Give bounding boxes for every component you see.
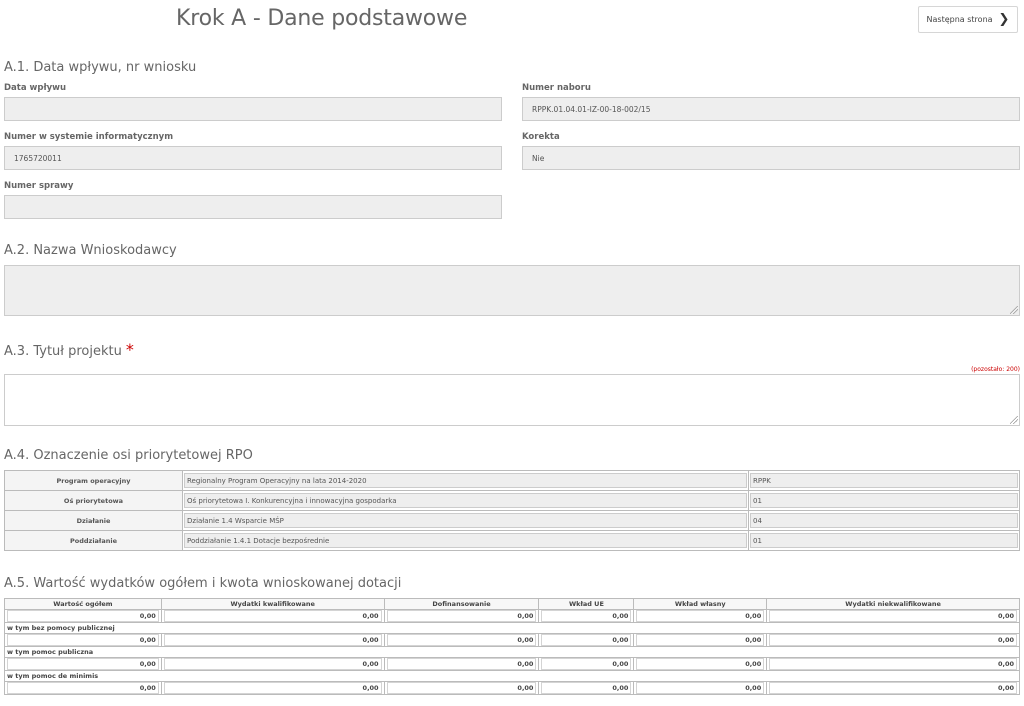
value-cell[interactable] — [539, 682, 634, 695]
column-header: Wydatki niekwalifikowane — [767, 599, 1020, 610]
value-cell[interactable] — [767, 682, 1020, 695]
value-text: 0,00 — [636, 634, 764, 646]
required-mark: * — [125, 340, 134, 359]
name-value[interactable]: Oś priorytetowa I. Konkurencyjna i innowacyjna gospodarka — [184, 493, 747, 508]
numer-sprawy-field[interactable] — [4, 195, 502, 219]
numer-systemu-label: Numer w systemie informatycznym — [4, 132, 174, 142]
value-text: 0,00 — [541, 682, 631, 694]
column-header: Dofinansowanie — [384, 599, 539, 610]
numer-naboru-field[interactable]: RPPK.01.04.01-IZ-00-18-002/15 — [522, 97, 1020, 121]
value-text: 0,00 — [636, 682, 764, 694]
value-text: 0,00 — [769, 682, 1017, 694]
section-a3-title-text: A.3. Tytuł projektu — [4, 344, 122, 359]
next-page-button[interactable] — [918, 6, 1018, 33]
code-cell — [749, 531, 1020, 551]
table-row — [5, 658, 1020, 671]
subrow-label: w tym bez pomocy publicznej — [5, 623, 1020, 634]
numer-sprawy-label: Numer sprawy — [4, 181, 74, 191]
value-cell[interactable] — [5, 634, 162, 647]
value-cell[interactable] — [384, 682, 539, 695]
value-cell[interactable] — [384, 610, 539, 623]
subrow-label: w tym pomoc de minimis — [5, 671, 1020, 682]
chevron-right-icon: ❯ — [998, 12, 1010, 27]
value-cell[interactable] — [384, 658, 539, 671]
table-row — [5, 634, 1020, 647]
column-header: Wkład UE — [539, 599, 634, 610]
value-cell[interactable] — [767, 610, 1020, 623]
row-label: Działanie — [5, 511, 183, 531]
next-page-label: Następna strona — [926, 15, 993, 24]
value-cell[interactable] — [539, 634, 634, 647]
subrow-label-row — [5, 671, 1020, 682]
value-text: 0,00 — [164, 634, 382, 646]
code-cell — [749, 471, 1020, 491]
value-text: 0,00 — [164, 658, 382, 670]
korekta-field[interactable]: Nie — [522, 146, 1020, 170]
value-text: 0,00 — [636, 610, 764, 622]
table-row — [5, 471, 1020, 491]
table-row — [5, 682, 1020, 695]
code-value[interactable]: 01 — [750, 493, 1018, 508]
value-text: 0,00 — [541, 634, 631, 646]
numer-naboru-label: Numer naboru — [522, 83, 591, 93]
table-row — [5, 491, 1020, 511]
section-a1-title: A.1. Data wpływu, nr wniosku — [4, 60, 197, 75]
value-cell[interactable] — [634, 610, 767, 623]
row-label: Oś priorytetowa — [5, 491, 183, 511]
value-text: 0,00 — [7, 682, 159, 694]
table-header-row — [5, 599, 1020, 610]
value-text: 0,00 — [636, 658, 764, 670]
column-header: Wydatki kwalifikowane — [161, 599, 384, 610]
value-text: 0,00 — [387, 610, 537, 622]
value-text: 0,00 — [769, 658, 1017, 670]
numer-systemu-field[interactable]: 1765720011 — [4, 146, 502, 170]
value-cell[interactable] — [161, 610, 384, 623]
value-cell[interactable] — [634, 682, 767, 695]
korekta-label: Korekta — [522, 132, 560, 142]
code-value[interactable]: 01 — [750, 533, 1018, 548]
code-value[interactable]: 04 — [750, 513, 1018, 528]
value-cell[interactable] — [5, 658, 162, 671]
value-cell[interactable] — [539, 658, 634, 671]
remaining-chars-counter: (pozostało: 200) — [971, 366, 1020, 373]
name-value[interactable]: Poddziałanie 1.4.1 Dotacje bezpośrednie — [184, 533, 747, 548]
value-cell[interactable] — [634, 658, 767, 671]
value-text: 0,00 — [769, 610, 1017, 622]
column-header: Wkład własny — [634, 599, 767, 610]
value-cell[interactable] — [5, 610, 162, 623]
data-wplywu-label: Data wpływu — [4, 83, 67, 93]
value-cell[interactable] — [5, 682, 162, 695]
section-a3-title — [4, 340, 134, 359]
value-text: 0,00 — [164, 610, 382, 622]
value-text: 0,00 — [387, 658, 537, 670]
table-row — [5, 610, 1020, 623]
resize-grip-icon[interactable] — [1010, 416, 1018, 424]
value-cell[interactable] — [161, 658, 384, 671]
wnioskodawca-textarea[interactable] — [4, 265, 1020, 316]
column-header: Wartość ogółem — [5, 599, 162, 610]
value-text: 0,00 — [7, 610, 159, 622]
tytul-projektu-textarea[interactable] — [4, 374, 1020, 426]
value-cell[interactable] — [161, 634, 384, 647]
resize-grip-icon[interactable] — [1010, 306, 1018, 314]
subrow-label: w tym pomoc publiczna — [5, 647, 1020, 658]
value-text: 0,00 — [769, 634, 1017, 646]
priority-axis-table — [4, 470, 1020, 551]
costs-table — [4, 598, 1020, 695]
value-cell[interactable] — [384, 634, 539, 647]
subrow-label-row — [5, 623, 1020, 634]
name-cell — [183, 511, 749, 531]
value-text: 0,00 — [164, 682, 382, 694]
section-a5-title: A.5. Wartość wydatków ogółem i kwota wnioskowanej dotacji — [4, 576, 402, 591]
subrow-label-row — [5, 647, 1020, 658]
data-wplywu-field[interactable] — [4, 97, 502, 121]
value-text: 0,00 — [541, 610, 631, 622]
page-title: Krok A - Dane podstawowe — [176, 6, 468, 31]
name-cell — [183, 471, 749, 491]
value-text: 0,00 — [387, 634, 537, 646]
value-cell[interactable] — [767, 658, 1020, 671]
value-text: 0,00 — [7, 634, 159, 646]
code-cell — [749, 511, 1020, 531]
section-a4-title: A.4. Oznaczenie osi priorytetowej RPO — [4, 448, 253, 463]
table-row — [5, 511, 1020, 531]
table-row — [5, 531, 1020, 551]
code-cell — [749, 491, 1020, 511]
row-label: Poddziałanie — [5, 531, 183, 551]
name-cell — [183, 491, 749, 511]
value-text: 0,00 — [7, 658, 159, 670]
name-value[interactable]: Działanie 1.4 Wsparcie MŚP — [184, 513, 747, 528]
value-cell[interactable] — [767, 634, 1020, 647]
value-cell[interactable] — [161, 682, 384, 695]
row-label: Program operacyjny — [5, 471, 183, 491]
name-cell — [183, 531, 749, 551]
value-cell[interactable] — [634, 634, 767, 647]
code-value[interactable]: RPPK — [750, 473, 1018, 488]
value-text: 0,00 — [387, 682, 537, 694]
name-value[interactable]: Regionalny Program Operacyjny na lata 2014-2020 — [184, 473, 747, 488]
section-a2-title: A.2. Nazwa Wnioskodawcy — [4, 243, 177, 258]
value-text: 0,00 — [541, 658, 631, 670]
value-cell[interactable] — [539, 610, 634, 623]
